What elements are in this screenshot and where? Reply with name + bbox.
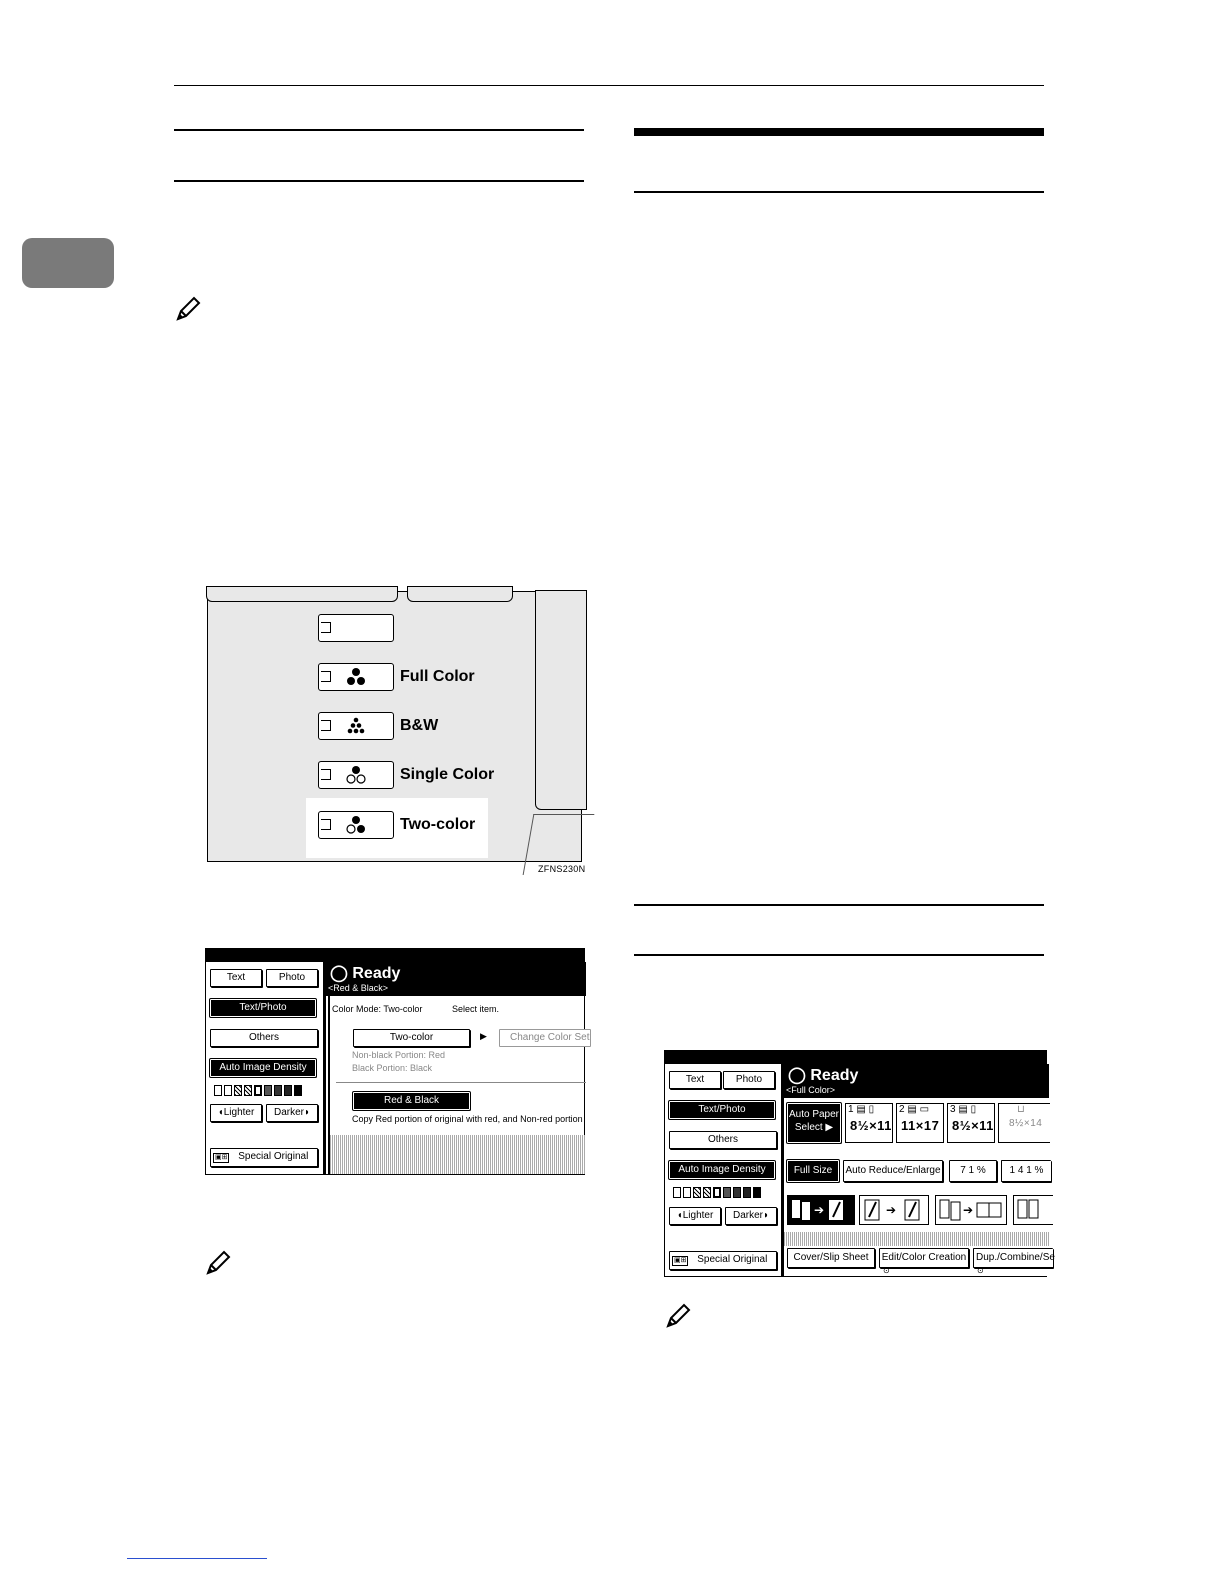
chapter-tab bbox=[22, 238, 114, 288]
single-color-key[interactable] bbox=[318, 761, 394, 789]
hatched-band bbox=[784, 1232, 1049, 1246]
change-color-set-button[interactable]: Change Color Set bbox=[499, 1029, 591, 1047]
darker-label: Darker bbox=[273, 1107, 304, 1118]
darker-label: Darker bbox=[732, 1210, 763, 1221]
combine-icon bbox=[1015, 1197, 1051, 1223]
special-original-label: Special Original bbox=[238, 1151, 309, 1162]
footer-link-underline bbox=[127, 1558, 267, 1559]
indicator-led bbox=[321, 819, 331, 830]
tray-size: 8½×11 bbox=[850, 1118, 892, 1133]
two-sided-to-two-sided-icon bbox=[861, 1197, 927, 1223]
photo-button[interactable]: Photo bbox=[266, 969, 318, 987]
tray-size: 11×17 bbox=[901, 1118, 940, 1133]
others-button[interactable]: Others bbox=[210, 1029, 318, 1047]
lighter-label: Lighter bbox=[223, 1107, 255, 1118]
auto-image-density-button[interactable]: Auto Image Density bbox=[669, 1161, 775, 1179]
indicator-led bbox=[321, 720, 331, 731]
status-area bbox=[784, 1064, 1049, 1098]
three-black-dots-icon bbox=[343, 667, 369, 687]
duplex-2-to-2-button[interactable] bbox=[859, 1195, 929, 1225]
tab-indicator-icon: ⊙ bbox=[883, 1266, 890, 1275]
combine-icon bbox=[937, 1197, 1005, 1223]
black-portion-text: Black Portion: Black bbox=[352, 1063, 433, 1073]
combine-1-to-2-button[interactable] bbox=[935, 1195, 1007, 1225]
right-sub-top-rule bbox=[634, 904, 1044, 906]
screen-top-bar bbox=[665, 1051, 1047, 1064]
six-black-dots-icon bbox=[343, 716, 369, 736]
mode-subtitle: <Full Color> bbox=[786, 1085, 836, 1095]
ready-status: ◯ Ready bbox=[788, 1067, 859, 1084]
indicator-led bbox=[321, 671, 331, 682]
darker-button[interactable]: Darker◗ bbox=[725, 1207, 777, 1225]
tray-size: 8½×14 bbox=[1009, 1118, 1043, 1129]
auto-reduce-enlarge-button[interactable]: Auto Reduce/Enlarge bbox=[843, 1160, 943, 1182]
special-original-icon: ▣⊞ bbox=[215, 1154, 228, 1161]
one-sided-to-two-sided-icon bbox=[789, 1197, 853, 1223]
color-mode-label: Color Mode: Two-color bbox=[332, 1004, 423, 1014]
text-button[interactable]: Text bbox=[669, 1071, 721, 1089]
tray-number: 2 ▤ ▭ bbox=[899, 1104, 930, 1115]
reduce-71-button[interactable]: 7 1 % bbox=[949, 1160, 997, 1182]
svg-text:➔: ➔ bbox=[886, 1203, 897, 1217]
tray-2-button[interactable] bbox=[896, 1103, 944, 1143]
blank-key[interactable] bbox=[318, 614, 394, 642]
status-area bbox=[326, 962, 586, 996]
left-section-top-rule bbox=[174, 129, 584, 131]
right-sub-bottom-rule bbox=[634, 954, 1044, 956]
tray-number: 3 ▤ ▯ bbox=[950, 1104, 977, 1115]
red-black-button[interactable]: Red & Black bbox=[353, 1092, 470, 1110]
two-color-button[interactable]: Two-color bbox=[353, 1029, 470, 1047]
panel-edge bbox=[206, 586, 398, 602]
right-heading-thick-rule bbox=[634, 128, 1044, 136]
indicator-led bbox=[321, 769, 331, 780]
lighter-label: Lighter bbox=[682, 1210, 714, 1221]
duplex-1-to-2-button[interactable] bbox=[787, 1195, 855, 1225]
color-mode-panel-figure bbox=[207, 591, 582, 862]
text-photo-button[interactable]: Text/Photo bbox=[669, 1101, 775, 1119]
select-item-prompt: Select item. bbox=[452, 1004, 500, 1014]
svg-text:➔: ➔ bbox=[963, 1203, 974, 1217]
single-color-label: Single Color bbox=[400, 766, 495, 783]
left-section-bottom-rule bbox=[174, 180, 584, 182]
ready-status: ◯ Ready bbox=[330, 965, 401, 982]
full-size-button[interactable]: Full Size bbox=[787, 1160, 839, 1182]
bw-label: B&W bbox=[400, 717, 439, 734]
lighter-button[interactable]: ◖Lighter bbox=[669, 1207, 721, 1225]
text-button[interactable]: Text bbox=[210, 969, 262, 987]
two-color-touch-screen bbox=[205, 948, 590, 1175]
darker-button[interactable]: Darker◗ bbox=[266, 1104, 318, 1122]
bw-key[interactable] bbox=[318, 712, 394, 740]
note-pencil-icon bbox=[204, 1249, 232, 1277]
svg-text:➔: ➔ bbox=[814, 1203, 825, 1217]
two-color-label: Two-color bbox=[400, 816, 476, 833]
auto-image-density-button[interactable]: Auto Image Density bbox=[210, 1059, 316, 1077]
panel-edge bbox=[407, 586, 513, 602]
full-color-key[interactable] bbox=[318, 663, 394, 691]
tray-size: 8½×11 bbox=[952, 1118, 994, 1133]
header-rule bbox=[174, 85, 1044, 86]
mode-subtitle: <Red & Black> bbox=[328, 983, 389, 993]
special-original-label: Special Original bbox=[697, 1254, 768, 1265]
tray-3-button[interactable] bbox=[947, 1103, 995, 1143]
note-pencil-icon bbox=[174, 295, 202, 323]
two-color-key[interactable] bbox=[318, 811, 394, 839]
hatched-footer bbox=[330, 1135, 586, 1174]
special-original-icon: ▣⊞ bbox=[674, 1257, 687, 1264]
dotted-divider bbox=[336, 1082, 586, 1083]
lighter-button[interactable]: ◖Lighter bbox=[210, 1104, 262, 1122]
indicator-led bbox=[321, 622, 331, 633]
right-heading-bottom-rule bbox=[634, 191, 1044, 193]
tab-indicator-icon: ⊙ bbox=[977, 1266, 984, 1275]
auto-paper-select-button[interactable] bbox=[787, 1103, 841, 1143]
text-photo-button[interactable]: Text/Photo bbox=[210, 999, 316, 1017]
full-color-touch-screen bbox=[664, 1050, 1055, 1277]
density-scale bbox=[673, 1187, 761, 1200]
full-color-label: Full Color bbox=[400, 668, 475, 685]
screen-top-bar bbox=[206, 949, 584, 962]
density-scale bbox=[214, 1085, 302, 1098]
non-black-portion-text: Non-black Portion: Red bbox=[352, 1050, 446, 1060]
one-black-two-white-dots-icon bbox=[343, 765, 369, 785]
panel-bezel bbox=[535, 590, 587, 810]
arrow-icon: ▶ bbox=[480, 1031, 487, 1041]
bypass-tray-icon: ⊔ bbox=[1017, 1104, 1025, 1115]
combine-more-button[interactable] bbox=[1013, 1195, 1053, 1225]
cover-slip-sheet-tab[interactable]: Cover/Slip Sheet bbox=[787, 1248, 875, 1268]
note-pencil-icon bbox=[664, 1302, 692, 1330]
red-black-description: Copy Red portion of original with red, and Non-red portion bbox=[352, 1114, 583, 1124]
tray-1-button[interactable] bbox=[845, 1103, 893, 1143]
enlarge-141-button[interactable]: 1 4 1 % bbox=[1001, 1160, 1051, 1182]
figure-code: ZFNS230N bbox=[538, 864, 586, 874]
auto-paper-label-1: Auto Paper bbox=[788, 1109, 840, 1120]
special-original-button[interactable] bbox=[210, 1148, 318, 1167]
tray-number: 1 ▤ ▯ bbox=[848, 1104, 875, 1115]
bypass-tray-button[interactable] bbox=[998, 1103, 1050, 1143]
dup-combine-series-tab[interactable]: Dup./Combine/Se bbox=[973, 1248, 1053, 1268]
two-black-one-white-dots-icon bbox=[343, 815, 369, 835]
photo-button[interactable]: Photo bbox=[723, 1071, 775, 1089]
special-original-button[interactable] bbox=[669, 1251, 777, 1270]
auto-paper-label-2: Select ▶ bbox=[794, 1122, 834, 1133]
others-button[interactable]: Others bbox=[669, 1131, 777, 1149]
edit-color-creation-tab[interactable]: Edit/Color Creation bbox=[879, 1248, 969, 1268]
